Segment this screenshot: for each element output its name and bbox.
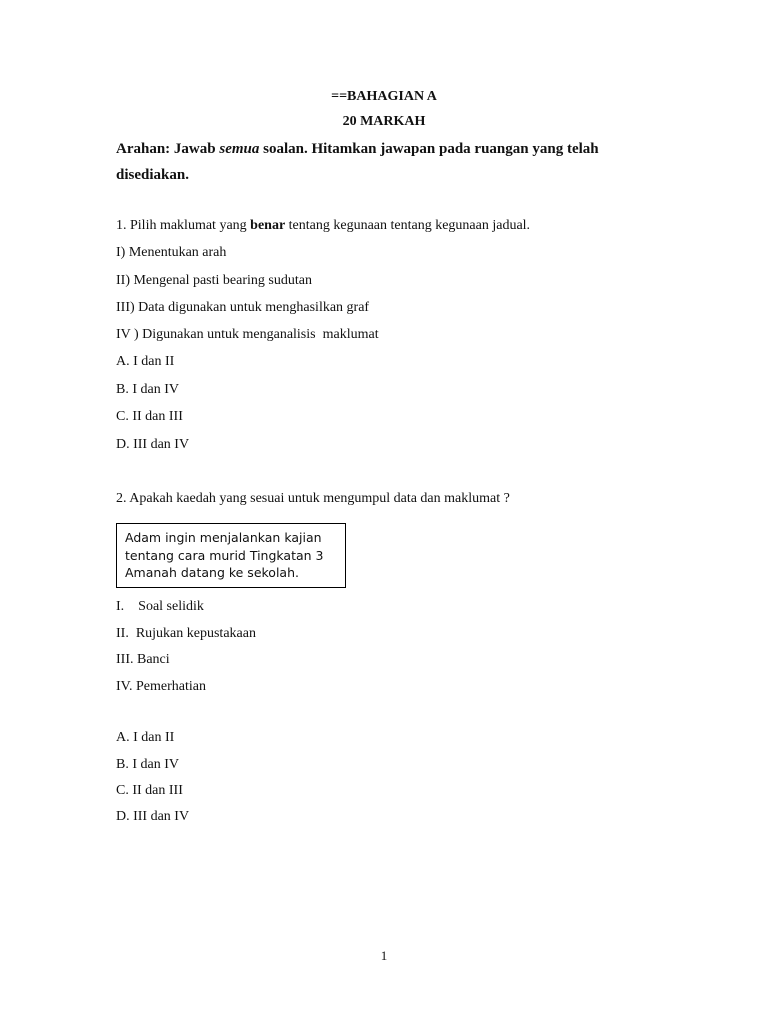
scenario-line-2: tentang cara murid Tingkatan 3	[125, 547, 324, 563]
scenario-line-1: Adam ingin menjalankan kajian	[125, 530, 322, 545]
q1-statement-4: IV ) Digunakan untuk menganalisis maklumat	[116, 327, 379, 342]
q1-option-a[interactable]: A. I dan II	[116, 354, 175, 369]
q1-option-d[interactable]: D. III dan IV	[116, 437, 190, 452]
q1-option-c[interactable]: C. II dan III	[116, 409, 183, 424]
marks-title: 20 MARKAH	[342, 114, 426, 129]
page-number: 1	[380, 948, 388, 963]
q2-statement-3: III. Banci	[116, 652, 170, 667]
q1-statement-2: II) Mengenal pasti bearing sudutan	[116, 273, 312, 288]
q2-statement-2: II. Rujukan kepustakaan	[116, 626, 256, 641]
instruction-line-2: disediakan.	[116, 167, 189, 183]
q2-option-c[interactable]: C. II dan III	[116, 783, 183, 798]
scenario-line-3: Amanah datang ke sekolah.	[125, 565, 299, 580]
q1-statement-1: I) Menentukan arah	[116, 245, 227, 260]
q2-option-d[interactable]: D. III dan IV	[116, 809, 190, 824]
q1-stem-bold: benar	[250, 218, 286, 233]
q1-stem-prefix: 1. Pilih maklumat yang	[116, 218, 251, 233]
q1-option-b[interactable]: B. I dan IV	[116, 382, 179, 397]
section-title: ==BAHAGIAN A	[331, 89, 437, 104]
q2-statement-1: I. Soal selidik	[116, 599, 204, 614]
scenario-box	[116, 523, 346, 588]
q1-statement-3: III) Data digunakan untuk menghasilkan graf	[116, 300, 370, 315]
q2-option-a[interactable]: A. I dan II	[116, 730, 175, 745]
question-2-stem: 2. Apakah kaedah yang sesuai untuk mengumpul data dan maklumat ?	[116, 491, 510, 506]
instruction-line-1	[116, 139, 599, 159]
question-1-stem	[116, 217, 530, 235]
instruction-suffix: soalan. Hitamkan jawapan pada ruangan yang telah	[259, 141, 599, 157]
instruction-emphasis: semua	[219, 141, 260, 157]
q1-stem-suffix: tentang kegunaan tentang kegunaan jadual.	[285, 218, 531, 233]
instruction-prefix: Arahan: Jawab	[116, 141, 220, 157]
q2-statement-4: IV. Pemerhatian	[116, 679, 206, 694]
q2-option-b[interactable]: B. I dan IV	[116, 757, 179, 772]
